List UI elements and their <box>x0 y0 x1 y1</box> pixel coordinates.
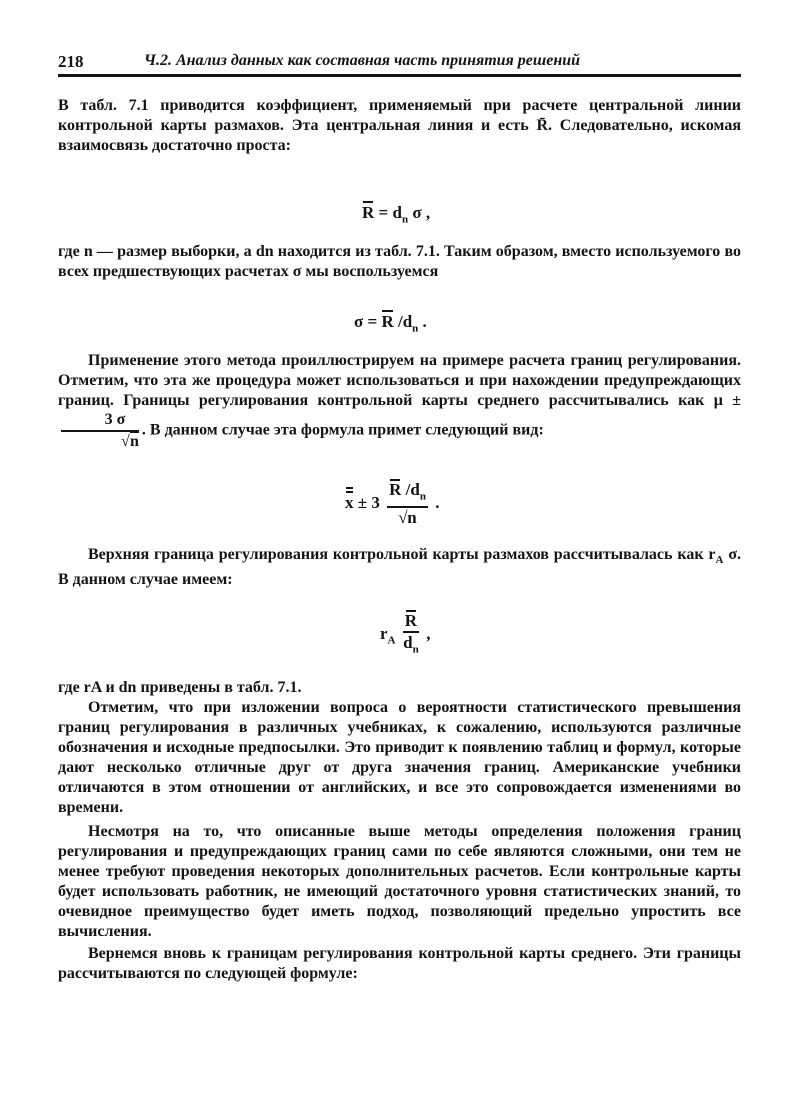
paragraph-upper-range-limit: Верхняя граница регулирования контрольной карты размахов рассчитывалась как $r_A$ σ. В данном случае имеем: <box>58 546 742 589</box>
paragraph-simplification: Несмотря на то, что описанные выше методы определения положения границ регулирования и предупреждающих границ сами по себе являются сложными, они тем не менее требуют проведения некоторых дополнительных расчетов. Если контрольные карты будет использовать работник, не имеющий достаточного уровня статистических знаний, то очевидное преимущество будет иметь подход, позволяющий предельно упростить все вычисления. <box>58 823 741 940</box>
paragraph-textbook-notations: Отметим, что при изложении вопроса о вероятности статистического превышения границ регулирования в различных учебниках, к сожалению, используются различные обозначения и исходные предпосылки. Это приводит к появлению таблиц и формул, которые дают несколько отличные друг от друга значения границ. Американские учебники отличаются в этом отношении от английских, и все это сопровождается изменениями во времени. <box>58 699 741 816</box>
paragraph-sample-size: где n — размер выборки, а dn находится из табл. 7.1. Таким образом, вместо используемого во всех предшествующих расчетах σ мы воспользуемся <box>58 243 741 280</box>
formula-ra-range: $r_A$ $\frac{R}{d_n}$ , <box>380 611 431 656</box>
formula-sigma-estimate: σ = R $/d_n$ . <box>354 312 427 335</box>
inline-fraction-3sigma-sqrt-n: 3 σ √ n <box>61 411 139 451</box>
paragraph-return-to-mean: Вернемся вновь к границам регулирования контрольной карты среднего. Эти границы рассчитываются по следующей формуле: <box>58 945 741 982</box>
running-title: Ч.2. Анализ данных как составная часть принятия решений <box>144 52 580 69</box>
page-number: 218 <box>58 52 84 71</box>
paragraph-control-limits: Применение этого метода проиллюстрируем на примере расчета границ регулирования. Отметим, что эта же процедура может использоваться и при нахождении предупреждающих границ. Границы регулирования контрольной карты среднего рассчитывались как μ ± 3 σ √ n . В данном случае эта формула примет следующий вид: <box>58 351 741 451</box>
page-header <box>58 52 741 77</box>
paragraph-ra-dn-reference: где rA и dn приведены в табл. 7.1. <box>58 679 302 696</box>
formula-range-sigma: $R = d_n$ σ , <box>362 203 431 226</box>
paragraph-central-line: В табл. 7.1 приводится коэффициент, применяемый при расчете центральной линии контрольной карты размахов. Эта центральная линия и есть R̄. Следовательно, искомая взаимосвязь достаточно проста: <box>58 97 741 154</box>
formula-mean-limits: x ± 3 R $/d_n$ √ n . <box>345 481 439 527</box>
